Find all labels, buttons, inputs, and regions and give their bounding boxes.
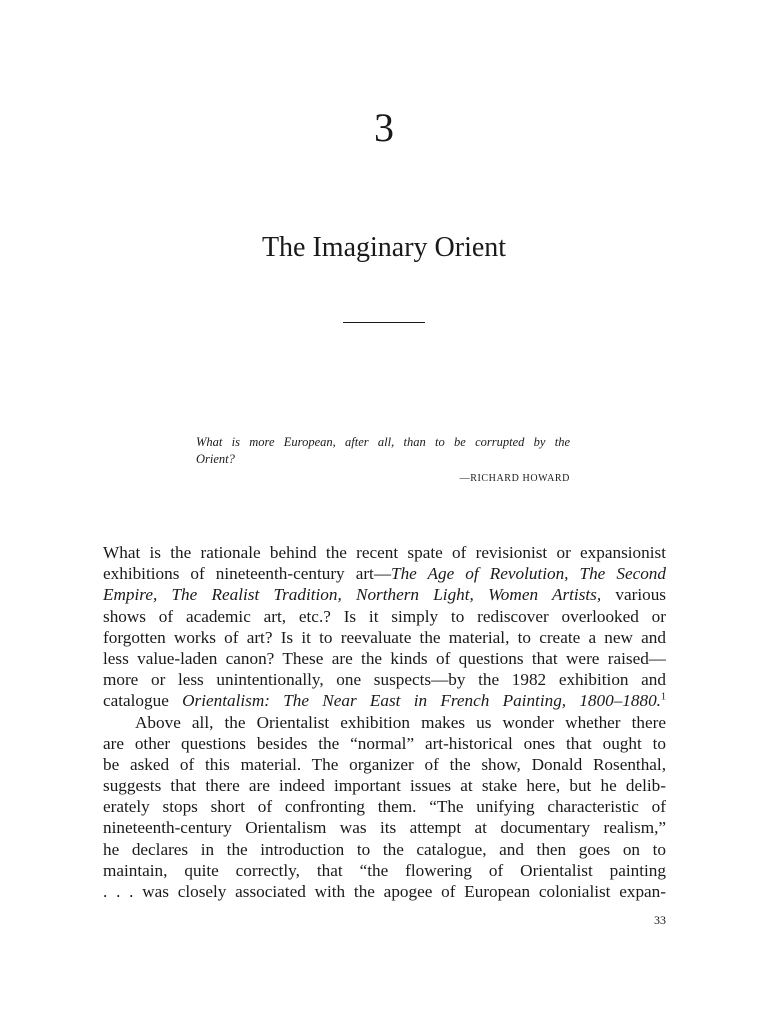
body-line: are other questions besides the “normal” art-historical ones that ought to: [103, 733, 666, 753]
epigraph: [196, 434, 570, 468]
body-line: suggests that there are indeed important issues at stake here, but he delib-: [103, 776, 666, 796]
body-line: erately stops short of confronting them. “The unifying characteristic of: [103, 797, 666, 817]
body-text-run: catalogue: [103, 691, 183, 711]
body-line: more or less unintentionally, one suspects—by the 1982 exhibition and: [103, 670, 666, 690]
body-line: [103, 563, 666, 584]
body-line: nineteenth-century Orientalism was its attempt at documentary realism,”: [103, 818, 666, 838]
footnote-marker: 1: [660, 691, 666, 703]
body-line: [103, 690, 666, 711]
body-line: Above all, the Orientalist exhibition makes us wonder whether there: [135, 712, 666, 732]
title-rule: [343, 322, 425, 323]
book-title: Orientalism: The Near East in French Painting, 1800–1880.: [182, 691, 661, 711]
body-line: he declares in the introduction to the catalogue, and then goes on to: [103, 839, 666, 859]
book-title: Empire, The Realist Tradition, Northern Light, Women Artists,: [103, 585, 602, 605]
chapter-number: 3: [374, 105, 394, 150]
epigraph-attribution: —RICHARD HOWARD: [459, 473, 570, 484]
body-text-run: various: [601, 585, 666, 605]
body-line: shows of academic art, etc.? Is it simply to rediscover overlooked or: [103, 606, 666, 626]
body-line: . . . was closely associated with the apogee of European colonialist expan-: [103, 882, 666, 901]
body-line: What is the rationale behind the recent spate of revisionist or expansionist: [103, 543, 666, 562]
body-line: be asked of this material. The organizer of the show, Donald Rosenthal,: [103, 754, 666, 774]
page-number: 33: [654, 913, 666, 927]
chapter-title: The Imaginary Orient: [261, 232, 507, 263]
body-line: maintain, quite correctly, that “the flowering of Orientalist painting: [103, 860, 666, 880]
body-text: [103, 542, 666, 902]
book-title: The Age of Revolution, The Second: [391, 564, 666, 584]
body-line: [103, 584, 666, 605]
body-text-run: exhibitions of nineteenth-century art—: [103, 564, 392, 584]
epigraph-line: Orient?: [196, 452, 235, 466]
epigraph-line: What is more European, after all, than to be corrupted by the: [196, 435, 570, 449]
body-line: forgotten works of art? Is it to reevaluate the material, to create a new and: [103, 627, 666, 647]
body-line: less value-laden canon? These are the kinds of questions that were raised—: [103, 648, 666, 668]
